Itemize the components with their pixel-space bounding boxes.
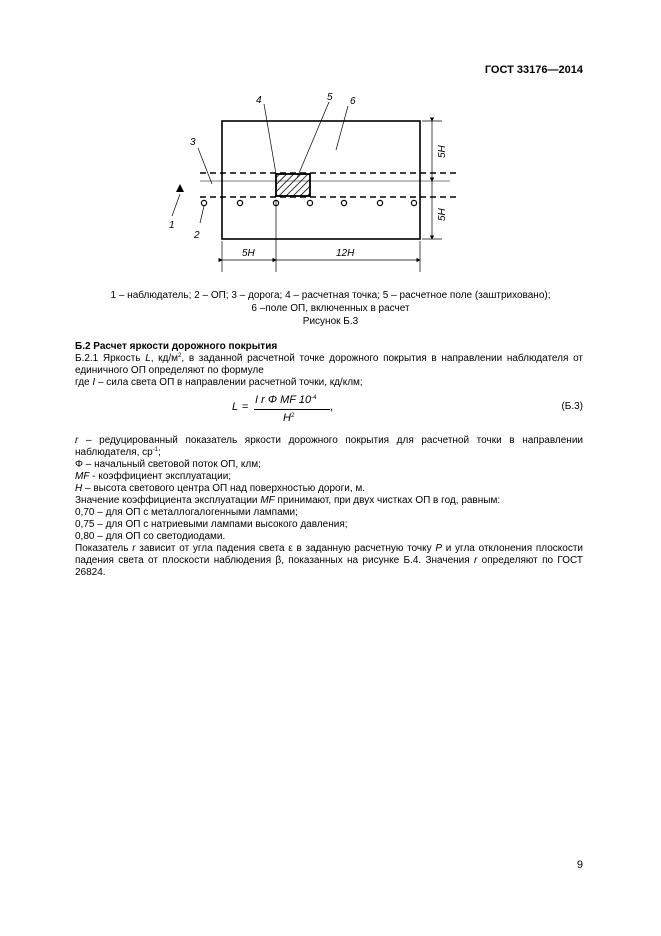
observer-marker [176,184,184,192]
figure-b3 [160,88,470,276]
label-lamp: 2 [194,230,200,241]
section-body [75,435,583,579]
paragraph-r: r – редуцированный показатель яркости дорожного покрытия для расчетной точки в направлении наблюдателя, $ср^{-1}$; [75,435,583,458]
dim-left: 5H [242,248,255,259]
dim-right-bottom: 5H [437,208,448,221]
standard-header: ГОСТ 33176—2014 [484,64,583,76]
value-sodium: 0,75 – для ОП с натриевыми лампами высокого давления; [75,519,348,530]
formula-number: (Б.3) [561,401,583,412]
page-number: 9 [576,859,583,871]
label-calc-point: 4 [256,95,262,106]
label-road: 3 [190,137,196,148]
formula-equals: = [242,401,249,413]
paragraph-coef: Значение коэффициента эксплуатации MF принимают, при двух чистках ОП в год, равным: [75,495,501,506]
formula-lhs: L [232,401,239,413]
section-heading: Б.2 Расчет яркости дорожного покрытия [75,341,278,352]
paragraph-mf: MF - коэффициент эксплуатации; [75,471,232,482]
formula-fraction-bar [254,409,330,410]
label-calc-field: 5 [327,92,333,103]
formula-b3 [75,392,583,428]
road-diagram [160,88,470,276]
dim-width: 12H [336,248,355,259]
lamp-field-rect [222,121,420,239]
lamps [201,200,416,205]
formula-numerator: I r Φ MF $10^{-4}$ [255,394,317,406]
paragraph-h: H – высота светового центра ОП над поверхностью дороги, м. [75,483,366,494]
paragraph-last: Показатель r зависит от угла падения света ε в заданную расчетную точку P и угла отклонения плоскости падения света от плоскости наблюдения β, показанных на рисунке Б.4. Значения r определяют по ГОСТ 26824. [75,543,583,578]
caption-line-1: 1 – наблюдатель; 2 – ОП; 3 – дорога; 4 – расчетная точка; 5 – расчетное поле (заштриховано); [110,290,551,301]
dim-right-top: 5H [437,145,448,158]
paragraph-where: где I – сила света ОП в направлении расчетной точки, кд/клм; [75,377,363,388]
caption-line-2: 6 –поле ОП, включенных в расчет [251,303,410,314]
calculation-field [276,174,310,196]
section-intro [75,341,583,389]
caption-title: Рисунок Б.3 [302,316,359,327]
paragraph-b21: Б.2.1 Яркость L, $кд/м^2$, в заданной расчетной точке дорожного покрытия в направлении наблюдателя от единичного ОП определяют по формуле [75,353,583,376]
value-led: 0,80 – для ОП со светодиодами. [75,531,226,542]
label-observer: 1 [169,220,175,231]
formula-tail: , [330,401,334,413]
paragraph-phi: Φ – начальный световой поток ОП, клм; [75,459,261,470]
label-lamp-field: 6 [350,96,356,107]
formula-denominator: $H^2$ [283,412,295,424]
figure-caption [78,289,583,328]
value-metal-halide: 0,70 – для ОП с металлогалогенными лампами; [75,507,298,518]
